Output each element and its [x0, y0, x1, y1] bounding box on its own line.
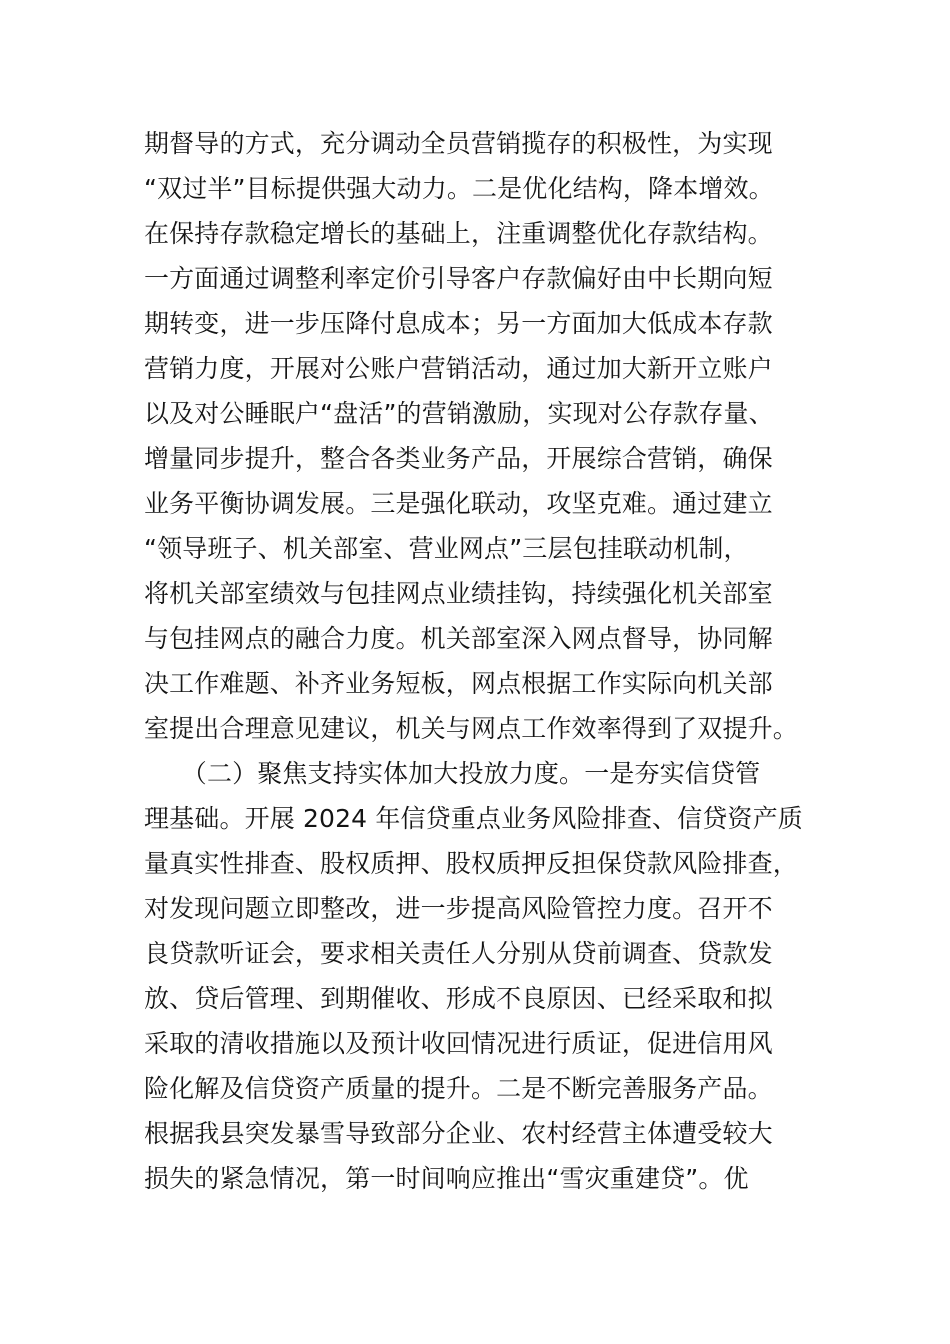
text-line: 决工作难题、补齐业务短板，网点根据工作实际向机关部: [144, 669, 773, 698]
text-line: “双过半”目标提供强大动力。二是优化结构，降本增效。: [144, 174, 774, 203]
body-text: [144, 121, 824, 1201]
text-line: 室提出合理意见建议，机关与网点工作效率得到了双提升。: [144, 714, 798, 743]
text-line: 损失的紧急情况，第一时间响应推出“雪灾重建贷”。优: [144, 1164, 749, 1193]
text-line: “领导班子、机关部室、营业网点”三层包挂联动机制，: [144, 534, 749, 563]
text-line: 以及对公睡眠户“盘活”的营销激励，实现对公存款存量、: [144, 399, 774, 428]
text-line: 量真实性排查、股权质押、股权质押反担保贷款风险排查，: [144, 849, 798, 878]
text-line: 业务平衡协调发展。三是强化联动，攻坚克难。通过建立: [144, 489, 773, 518]
text-line: 根据我县突发暴雪导致部分企业、农村经营主体遭受较大: [144, 1119, 773, 1148]
text-line: 营销力度，开展对公账户营销活动，通过加大新开立账户: [144, 354, 773, 383]
text-line: 期督导的方式，充分调动全员营销揽存的积极性，为实现: [144, 129, 773, 158]
text-line: 良贷款听证会，要求相关责任人分别从贷前调查、贷款发: [144, 939, 773, 968]
text-line: 一方面通过调整利率定价引导客户存款偏好由中长期向短: [144, 264, 773, 293]
section-heading-line: （二）聚焦支持实体加大投放力度。一是夯实信贷管: [144, 759, 761, 788]
text-line: 与包挂网点的融合力度。机关部室深入网点督导，协同解: [144, 624, 773, 653]
text-line: 期转变，进一步压降付息成本；另一方面加大低成本存款: [144, 309, 773, 338]
text-line: 放、贷后管理、到期催收、形成不良原因、已经采取和拟: [144, 984, 773, 1013]
text-line: 增量同步提升，整合各类业务产品，开展综合营销，确保: [144, 444, 773, 473]
text-line: 理基础。开展 2024 年信贷重点业务风险排查、信贷资产质: [144, 804, 803, 833]
text-line: 对发现问题立即整改，进一步提高风险管控力度。召开不: [144, 894, 773, 923]
text-line: 在保持存款稳定增长的基础上，注重调整优化存款结构。: [144, 219, 773, 248]
text-line: 采取的清收措施以及预计收回情况进行质证，促进信用风: [144, 1029, 773, 1058]
text-line: 将机关部室绩效与包挂网点业绩挂钩，持续强化机关部室: [144, 579, 773, 608]
text-line: 险化解及信贷资产质量的提升。二是不断完善服务产品。: [144, 1074, 773, 1103]
